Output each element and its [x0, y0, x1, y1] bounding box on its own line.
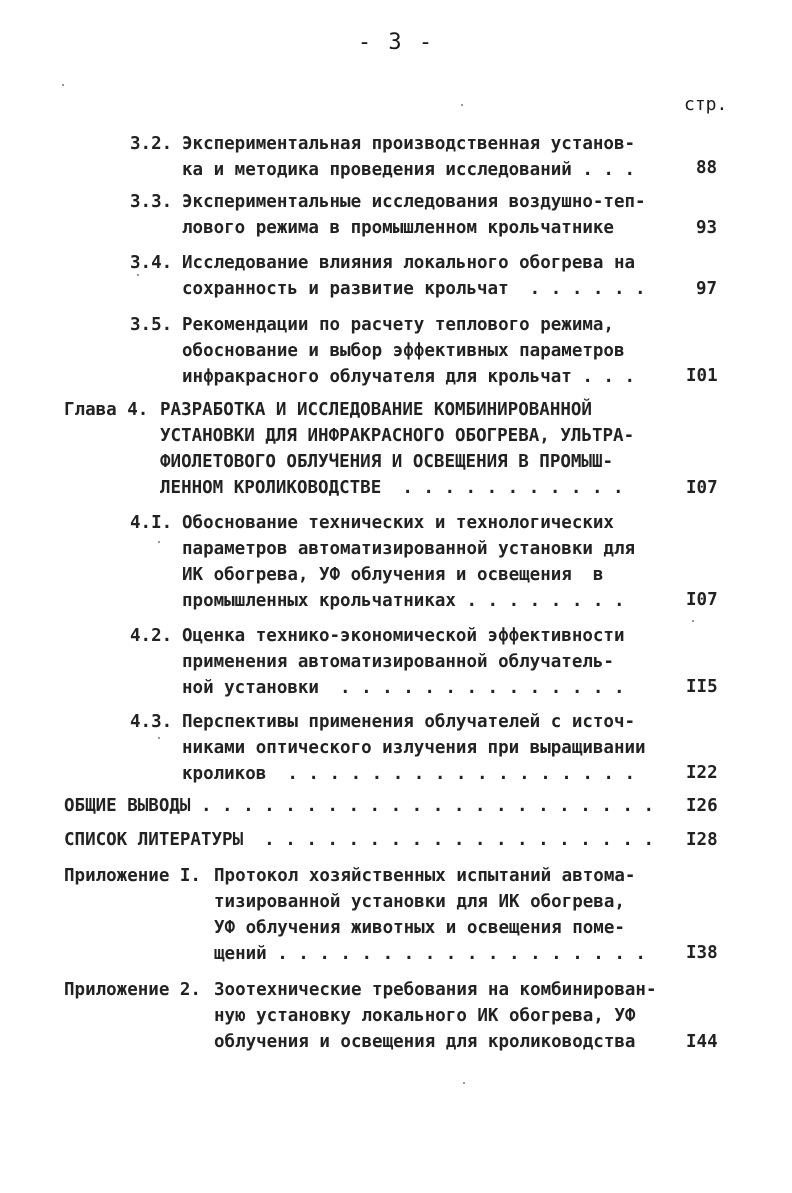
scan-speck	[158, 541, 160, 543]
page-number: - 3 -	[357, 30, 435, 55]
toc-entry-3-3-line-2: лового режима в промышленном крольчатнике	[182, 218, 614, 238]
scan-speck	[463, 1082, 465, 1084]
toc-conclusions-line: ОБЩИЕ ВЫВОДЫ . . . . . . . . . . . . . . . . . . . . . .	[64, 796, 655, 816]
toc-entry-4-2-page: II5	[686, 677, 718, 697]
toc-entry-3-5-line-1: Рекомендации по расчету теплового режима,	[182, 315, 614, 335]
toc-references-line: СПИСОК ЛИТЕРАТУРЫ . . . . . . . . . . . . . . . . . . .	[64, 830, 655, 850]
toc-entry-4-3-number: 4.3.	[130, 712, 173, 732]
toc-entry-4-1-line-4: промышленных крольчатниках . . . . . . . .	[182, 591, 625, 611]
toc-entry-3-4-page: 97	[696, 279, 718, 299]
toc-appendix-2-page: I44	[686, 1032, 718, 1052]
toc-chapter-4-line-4: ЛЕННОМ КРОЛИКОВОДСТВЕ . . . . . . . . . . .	[160, 478, 624, 498]
toc-entry-4-1-page: I07	[686, 590, 718, 610]
toc-chapter-4-line-3: ФИОЛЕТОВОГО ОБЛУЧЕНИЯ И ОСВЕЩЕНИЯ В ПРОМЫШ-	[160, 452, 614, 472]
toc-references-page: I28	[686, 830, 718, 850]
toc-appendix-1-number: Приложение I.	[64, 866, 201, 886]
toc-entry-3-3-page: 93	[696, 218, 718, 238]
toc-entry-3-2-line-1: Экспериментальная производственная установ-	[182, 134, 636, 154]
toc-appendix-1-line-4: щений . . . . . . . . . . . . . . . . . .	[214, 944, 646, 964]
toc-entry-4-1-line-3: ИК обогрева, УФ облучения и освещения в	[182, 565, 604, 585]
toc-entry-4-1-line-1: Обоснование технических и технологических	[182, 513, 614, 533]
toc-entry-3-2-page: 88	[696, 158, 718, 178]
toc-entry-4-3-page: I22	[686, 763, 718, 783]
scan-speck	[692, 620, 694, 622]
pages-column-label: стр.	[684, 94, 728, 115]
toc-entry-3-5-number: 3.5.	[130, 315, 173, 335]
toc-entry-4-3-line-2: никами оптического излучения при выращивании	[182, 738, 646, 758]
toc-appendix-2-line-2: ную установку локального ИК обогрева, УФ	[214, 1006, 636, 1026]
scan-speck	[158, 737, 160, 739]
toc-entry-4-1-number: 4.I.	[130, 513, 173, 533]
toc-appendix-1-page: I38	[686, 943, 718, 963]
toc-appendix-2-number: Приложение 2.	[64, 980, 201, 1000]
toc-entry-3-4-line-1: Исследование влияния локального обогрева на	[182, 253, 636, 273]
toc-entry-3-3-number: 3.3.	[130, 192, 173, 212]
toc-entry-4-3-line-3: кроликов . . . . . . . . . . . . . . . . .	[182, 764, 636, 784]
toc-entry-3-2-line-2: ка и методика проведения исследований . . .	[182, 160, 636, 180]
toc-entry-3-5-line-2: обоснование и выбор эффективных параметров	[182, 341, 625, 361]
toc-entry-4-2-number: 4.2.	[130, 626, 173, 646]
scan-speck	[137, 274, 139, 276]
toc-entry-4-2-line-2: применения автоматизированной облучатель-	[182, 652, 614, 672]
toc-entry-3-4-number: 3.4.	[130, 253, 173, 273]
toc-appendix-1-line-1: Протокол хозяйственных испытаний автома-	[214, 866, 636, 886]
toc-conclusions-page: I26	[686, 796, 718, 816]
toc-entry-3-3-line-1: Экспериментальные исследования воздушно-теп-	[182, 192, 646, 212]
toc-chapter-4-line-2: УСТАНОВКИ ДЛЯ ИНФРАКРАСНОГО ОБОГРЕВА, УЛЬТРА-	[160, 426, 635, 446]
toc-chapter-4-line-1: РАЗРАБОТКА И ИССЛЕДОВАНИЕ КОМБИНИРОВАННОЙ	[160, 400, 592, 420]
toc-chapter-4-page: I07	[686, 478, 718, 498]
toc-entry-4-2-line-3: ной установки . . . . . . . . . . . . . .	[182, 678, 625, 698]
toc-entry-3-5-line-3: инфракрасного облучателя для крольчат . . .	[182, 367, 636, 387]
toc-appendix-2-line-1: Зоотехнические требования на комбинирован-	[214, 980, 657, 1000]
toc-entry-3-4-line-2: сохранность и развитие крольчат . . . . . .	[182, 279, 646, 299]
toc-appendix-1-line-3: УФ облучения животных и освещения поме-	[214, 918, 625, 938]
toc-entry-4-2-line-1: Оценка технико-экономической эффективности	[182, 626, 625, 646]
scan-speck	[62, 84, 64, 86]
toc-chapter-4-number: Глава 4.	[64, 400, 149, 420]
toc-appendix-1-line-2: тизированной установки для ИК обогрева,	[214, 892, 625, 912]
toc-entry-3-2-number: 3.2.	[130, 134, 173, 154]
scan-speck	[461, 104, 463, 106]
toc-entry-3-5-page: I01	[686, 366, 718, 386]
toc-appendix-2-line-3: облучения и освещения для кролиководства	[214, 1032, 636, 1052]
toc-entry-4-3-line-1: Перспективы применения облучателей с источ-	[182, 712, 636, 732]
toc-entry-4-1-line-2: параметров автоматизированной установки для	[182, 539, 636, 559]
